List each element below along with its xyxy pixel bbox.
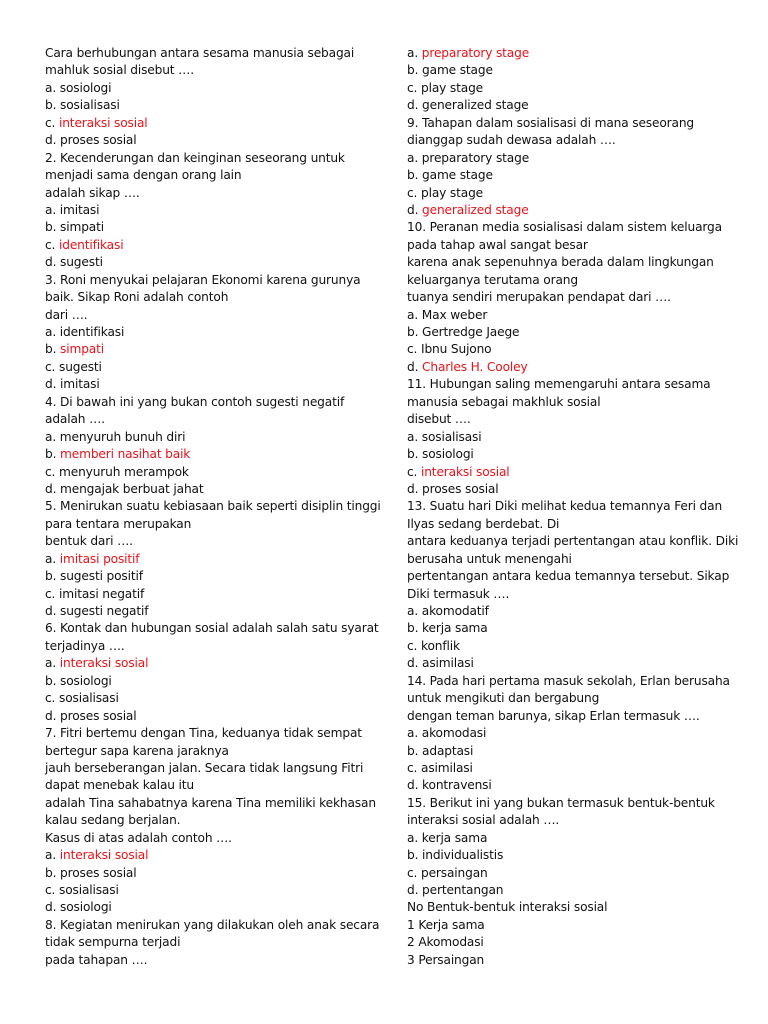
answer-line: [45, 551, 375, 568]
text-line: berusaha untuk menengahi: [407, 551, 572, 566]
answer-line: [45, 115, 375, 132]
text-line: a. identifikasi: [45, 325, 125, 339]
text-line: c. play stage: [407, 80, 484, 95]
text-line: 7. Fitri bertemu dengan Tina, keduanya tidak sempat: [45, 726, 362, 741]
text-line: d. sugesti negatif: [45, 604, 149, 618]
text-line: tuanya sendiri merupakan pendapat dari ….: [407, 290, 671, 305]
text-line: b. simpati: [45, 220, 104, 235]
text-line: tidak sempurna terjadi: [45, 935, 181, 950]
option-letter: c.: [45, 115, 59, 130]
answer-line: [407, 464, 737, 481]
option-letter: b.: [45, 342, 61, 357]
correct-answer: Charles H. Cooley: [422, 359, 528, 374]
text-line: d. sosiologi: [45, 900, 112, 915]
text-line: Diki termasuk ….: [407, 586, 510, 601]
text-line: a. kerja sama: [407, 830, 488, 845]
text-line: 8. Kegiatan menirukan yang dilakukan oleh anak secara: [45, 917, 380, 932]
text-line: a. menyuruh bunuh diri: [45, 429, 186, 444]
correct-answer: memberi nasihat baik: [60, 447, 191, 462]
text-line: c. menyuruh merampok: [45, 464, 189, 479]
text-line: 5. Menirukan suatu kebiasaan baik seperti disiplin tinggi: [45, 499, 381, 514]
answer-line: [407, 359, 737, 376]
text-line: a. Max weber: [407, 307, 488, 322]
text-line: b. kerja sama: [407, 621, 488, 636]
text-line: disebut ….: [407, 412, 471, 427]
text-line: c. play stage: [407, 185, 484, 200]
text-line: Ilyas sedang berdebat. Di: [407, 516, 560, 531]
text-line: pada tahapan ….: [45, 952, 148, 967]
text-line: d. generalized stage: [407, 98, 529, 113]
text-line: Cara berhubungan antara sesama manusia sebagai: [45, 46, 355, 60]
text-line: a. sosialisasi: [407, 429, 482, 444]
text-line: c. sosialisasi: [45, 691, 119, 706]
correct-answer: interaksi sosial: [59, 656, 149, 671]
text-line: baik. Sikap Roni adalah contoh: [45, 290, 229, 305]
text-line: terjadinya ….: [45, 638, 125, 653]
text-line: c. sugesti: [45, 359, 102, 374]
text-line: 13. Suatu hari Diki melihat kedua temannya Feri dan: [407, 499, 723, 514]
text-line: 11. Hubungan saling memengaruhi antara sesama: [407, 377, 711, 392]
option-letter: c.: [407, 464, 421, 479]
option-letter: d.: [407, 202, 423, 217]
text-line: dianggap sudah dewasa adalah ….: [407, 133, 616, 148]
text-line: 2 Akomodasi: [407, 935, 484, 950]
text-line: 15. Berikut ini yang bukan termasuk bentuk-bentuk: [407, 795, 715, 810]
text-line: bentuk dari ….: [45, 534, 133, 549]
text-line: d. imitasi: [45, 377, 100, 392]
answer-line: [45, 655, 375, 672]
text-line: bertegur sapa karena jaraknya: [45, 743, 229, 758]
text-line: kalau sedang berjalan.: [45, 813, 181, 828]
text-line: interaksi sosial adalah ….: [407, 813, 560, 828]
answer-line: [407, 45, 737, 62]
text-line: antara keduanya terjadi pertentangan atau konflik. Diki: [407, 534, 739, 549]
right-column: [407, 45, 737, 969]
text-line: d. asimilasi: [407, 656, 474, 671]
text-line: a. akomodasi: [407, 726, 487, 741]
text-line: pertentangan antara kedua temannya tersebut. Sikap: [407, 569, 730, 584]
text-line: 6. Kontak dan hubungan sosial adalah salah satu syarat: [45, 621, 379, 636]
text-line: 1 Kerja sama: [407, 917, 485, 932]
text-line: b. sosiologi: [407, 447, 474, 462]
text-line: c. persaingan: [407, 865, 488, 880]
text-line: 3. Roni menyukai pelajaran Ekonomi karena gurunya: [45, 272, 361, 287]
correct-answer: imitasi positif: [59, 551, 140, 566]
correct-answer: interaksi sosial: [59, 848, 149, 863]
text-line: a. akomodatif: [407, 604, 489, 618]
text-line: dari ….: [45, 307, 88, 322]
text-line: c. konflik: [407, 638, 460, 653]
text-line: adalah Tina sahabatnya karena Tina memiliki kekhasan: [45, 795, 376, 810]
option-letter: c.: [45, 237, 59, 252]
text-line: d. proses sosial: [45, 708, 137, 723]
text-line: para tentara merupakan: [45, 516, 192, 531]
text-line: dapat menebak kalau itu: [45, 778, 194, 793]
answer-line: [45, 446, 375, 463]
text-line: 2. Kecenderungan dan keinginan seseorang untuk: [45, 150, 345, 165]
text-line: c. asimilasi: [407, 760, 473, 775]
correct-answer: identifikasi: [59, 237, 124, 252]
text-line: d. proses sosial: [407, 481, 499, 496]
option-letter: b.: [45, 447, 61, 462]
text-line: a. sosiologi: [45, 80, 112, 95]
text-line: menjadi sama dengan orang lain: [45, 168, 242, 183]
text-line: adalah sikap ….: [45, 185, 140, 200]
answer-line: [45, 237, 375, 254]
correct-answer: preparatory stage: [421, 46, 530, 60]
correct-answer: interaksi sosial: [421, 464, 510, 479]
text-line: b. adaptasi: [407, 743, 474, 758]
text-line: c. sosialisasi: [45, 883, 119, 897]
text-line: b. game stage: [407, 168, 493, 183]
text-line: 14. Pada hari pertama masuk sekolah, Erlan berusaha: [407, 673, 730, 688]
text-line: d. proses sosial: [45, 133, 137, 148]
text-line: karena anak sepenuhnya berada dalam lingkungan: [407, 255, 714, 270]
text-line: b. individualistis: [407, 848, 504, 863]
text-line: d. kontravensi: [407, 778, 492, 793]
option-letter: a.: [45, 848, 60, 863]
text-line: jauh berseberangan jalan. Secara tidak langsung Fitri: [45, 760, 364, 775]
text-line: b. sugesti positif: [45, 569, 143, 584]
answer-line: [407, 202, 737, 219]
correct-answer: interaksi sosial: [59, 115, 148, 130]
text-line: mahluk sosial disebut ….: [45, 63, 194, 78]
text-line: d. sugesti: [45, 255, 103, 270]
correct-answer: generalized stage: [422, 202, 529, 217]
text-line: Kasus di atas adalah contoh ….: [45, 830, 232, 845]
text-line: c. Ibnu Sujono: [407, 342, 492, 357]
text-line: a. preparatory stage: [407, 150, 530, 165]
text-line: keluarganya terutama orang: [407, 272, 578, 287]
text-line: pada tahap awal sangat besar: [407, 237, 588, 252]
text-line: manusia sebagai makhluk sosial: [407, 394, 601, 409]
text-line: No Bentuk-bentuk interaksi sosial: [407, 900, 608, 915]
text-line: 10. Peranan media sosialisasi dalam sistem keluarga: [407, 220, 722, 235]
text-line: untuk mengikuti dan bergabung: [407, 691, 600, 706]
option-letter: a.: [45, 551, 60, 566]
text-line: b. game stage: [407, 63, 493, 78]
text-line: b. Gertredge Jaege: [407, 325, 520, 339]
text-line: d. mengajak berbuat jahat: [45, 481, 204, 496]
text-line: b. sosiologi: [45, 673, 112, 688]
option-letter: a.: [407, 46, 422, 60]
text-line: a. imitasi: [45, 202, 100, 217]
option-letter: d.: [407, 359, 423, 374]
option-letter: a.: [45, 656, 60, 671]
text-line: c. imitasi negatif: [45, 586, 145, 601]
correct-answer: simpati: [60, 342, 104, 357]
text-line: dengan teman barunya, sikap Erlan termasuk ….: [407, 708, 700, 723]
text-line: 4. Di bawah ini yang bukan contoh sugesti negatif: [45, 394, 345, 409]
text-line: b. sosialisasi: [45, 98, 120, 113]
text-line: 9. Tahapan dalam sosialisasi di mana seseorang: [407, 115, 695, 130]
answer-line: [45, 847, 375, 864]
left-column: [45, 45, 381, 969]
text-line: 3 Persaingan: [407, 952, 485, 967]
text-line: adalah ….: [45, 412, 105, 427]
text-line: b. proses sosial: [45, 865, 137, 880]
text-line: d. pertentangan: [407, 883, 504, 897]
answer-line: [45, 341, 375, 358]
